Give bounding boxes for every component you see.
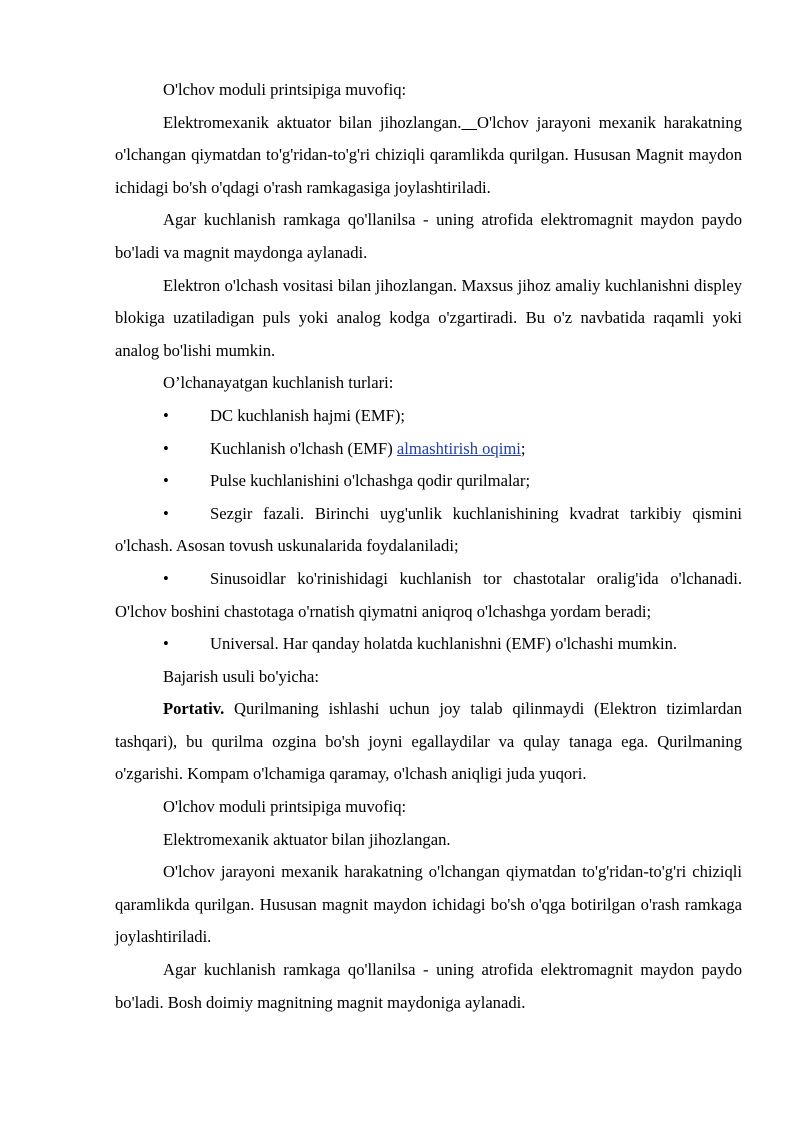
- list-item-punctuation: ;: [520, 438, 526, 458]
- electromechanical-heading-text: Elektromexanik aktuator bilan jihozlangan.: [163, 112, 462, 132]
- list-item-dc: [115, 400, 742, 433]
- bullet-icon: •: [163, 634, 169, 654]
- paragraph-electronic-device: Elektron o'lchash vositasi bilan jihozlangan. Maxsus jihoz amaliy kuchlanishni displey blokiga uzatiladigan puls yoki analog kodga o'zgartiradi. Bu o'z navbatida raqamli yoki analog bo'lishi mumkin.: [115, 275, 742, 360]
- paragraph-measurement-principle-2: O'lchov moduli printsipiga muvofiq:: [163, 797, 407, 817]
- list-item-text: Sinusoidlar ko'rinishidagi kuchlanish tor chastotalar oralig'ida o'lchanadi. O'lchov boshini chastotaga o'rnatish qiymatni aniqroq o'lchashga yordam beradi;: [115, 568, 742, 621]
- bullet-icon: •: [163, 438, 169, 458]
- paragraph-measurement-process: O'lchov jarayoni mexanik harakatning o'lchangan qiymatdan to'g'ridan-to'g'ri chiziqli qaramlikda qurilgan. Hususan magnit maydon ichidagi bo'sh o'qga botirilgan o'rash ramkaga joylashtiriladi.: [115, 862, 742, 947]
- paragraph-electromechanical: [115, 107, 742, 205]
- list-item-universal: [115, 628, 742, 661]
- bullet-icon: •: [163, 405, 169, 425]
- paragraph-execution-method: Bajarish usuli bo'yicha:: [163, 666, 319, 686]
- list-item-pulse: [115, 465, 742, 498]
- paragraph-voltage-frame: Agar kuchlanish ramkaga qo'llanilsa - uning atrofida elektromagnit maydon paydo bo'ladi va magnit maydonga aylanadi.: [115, 210, 742, 262]
- list-item-phase-sensitive: [115, 498, 742, 563]
- paragraph-portable: [115, 693, 742, 791]
- paragraph-electromechanical-2: Elektromexanik aktuator bilan jihozlangan.: [163, 829, 451, 849]
- list-item-text: Pulse kuchlanishini o'lchashga qodir qurilmalar;: [210, 471, 531, 491]
- list-item-ac: [115, 433, 742, 466]
- bullet-icon: •: [163, 568, 169, 588]
- paragraph-measurement-principle: O'lchov moduli printsipiga muvofiq:: [163, 80, 407, 99]
- document-page: [115, 74, 742, 1019]
- portable-term: Portativ.: [163, 699, 225, 719]
- bullet-icon: •: [163, 471, 169, 491]
- alternating-current-link[interactable]: almashtirish oqimi: [396, 438, 521, 458]
- underscore-mark: [461, 113, 477, 132]
- bullet-icon: •: [163, 503, 169, 523]
- list-item-text: DC kuchlanish hajmi (EMF);: [210, 405, 405, 425]
- list-item-text: Sezgir fazali. Birinchi uyg'unlik kuchlanishining kvadrat tarkibiy qismini o'lchash. Asosan tovush uskunalarida foydalaniladi;: [115, 503, 742, 556]
- electromechanical-description: O'lchov jarayoni mexanik harakatning o'lchangan qiymatdan to'g'ridan-to'g'ri chiziqli qaramlikda qurilgan. Hususan Magnit maydon ichidagi bo'sh o'qdagi o'rash ramkagasiga joylashtiriladi.: [115, 112, 743, 197]
- paragraph-voltage-frame-2: Agar kuchlanish ramkaga qo'llanilsa - uning atrofida elektromagnit maydon paydo bo'ladi. Bosh doimiy magnitning magnit maydoniga aylanadi.: [115, 960, 742, 1012]
- portable-description: Qurilmaning ishlashi uchun joy talab qilinmaydi (Elektron tizimlardan tashqari), bu qurilma ozgina bo'sh joyni egallaydilar va qulay tanaga ega. Qurilmaning o'zgarishi. Kompam o'lchamiga qaramay, o'lchash aniqligi juda yuqori.: [115, 699, 742, 784]
- list-item-sinusoidal: [115, 563, 742, 628]
- paragraph-voltage-types-heading: O’lchanayatgan kuchlanish turlari:: [163, 373, 394, 393]
- list-item-text: Universal. Har qanday holatda kuchlanishni (EMF) o'lchashi mumkin.: [210, 634, 678, 654]
- list-item-text: Kuchlanish o'lchash (EMF): [210, 438, 397, 458]
